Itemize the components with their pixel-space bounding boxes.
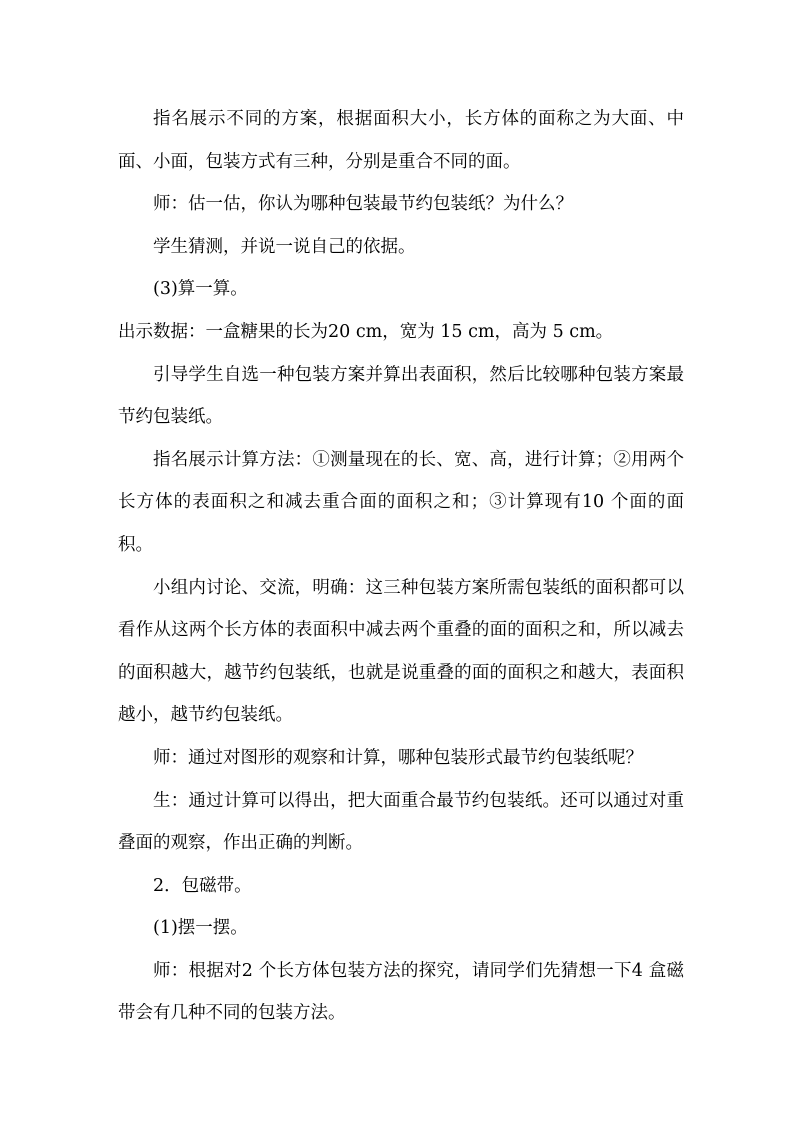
paragraph-10: 生：通过计算可以得出，把大面重合最节约包装纸。还可以通过对重叠面的观察，作出正确的判断。 [118, 790, 684, 854]
paragraph-6: 引导学生自选一种包装方案并算出表面积，然后比较哪种包装方案最节约包装纸。 [118, 364, 684, 428]
paragraph-12: (1)摆一摆。 [153, 918, 248, 939]
paragraph-5: 出示数据：一盒糖果的长为20 cm，宽为 15 cm，高为 5 cm。 [118, 321, 614, 342]
paragraph-3: 学生猜测，并说一说自己的依据。 [153, 236, 416, 257]
paragraph-13: 师：根据对2 个长方体包装方法的探究，请同学们先猜想一下4 盒磁带会有几种不同的包装方法。 [118, 960, 684, 1024]
paragraph-2: 师：估一估，你认为哪种包装最节约包装纸？为什么？ [153, 194, 573, 215]
paragraph-9: 师：通过对图形的观察和计算，哪种包装形式最节约包装纸呢？ [153, 747, 643, 768]
paragraph-7: 指名展示计算方法：①测量现在的长、宽、高，进行计算；②用两个长方体的表面积之和减去重合面的面积之和；③计算现有10 个面的面积。 [118, 449, 684, 555]
paragraph-4: (3)算一算。 [153, 279, 248, 300]
paragraph-11: 2．包磁带。 [153, 875, 252, 896]
paragraph-1: 指名展示不同的方案，根据面积大小，长方体的面称之为大面、中面、小面，包装方式有三种，分别是重合不同的面。 [118, 109, 684, 172]
paragraph-8: 小组内讨论、交流，明确：这三种包装方案所需包装纸的面积都可以看作从这两个长方体的表面积中减去两个重叠的面的面积之和，所以减去的面积越大，越节约包装纸，也就是说重叠的面的面积之和越大，表面积越小，越节约包装纸。 [118, 577, 684, 726]
